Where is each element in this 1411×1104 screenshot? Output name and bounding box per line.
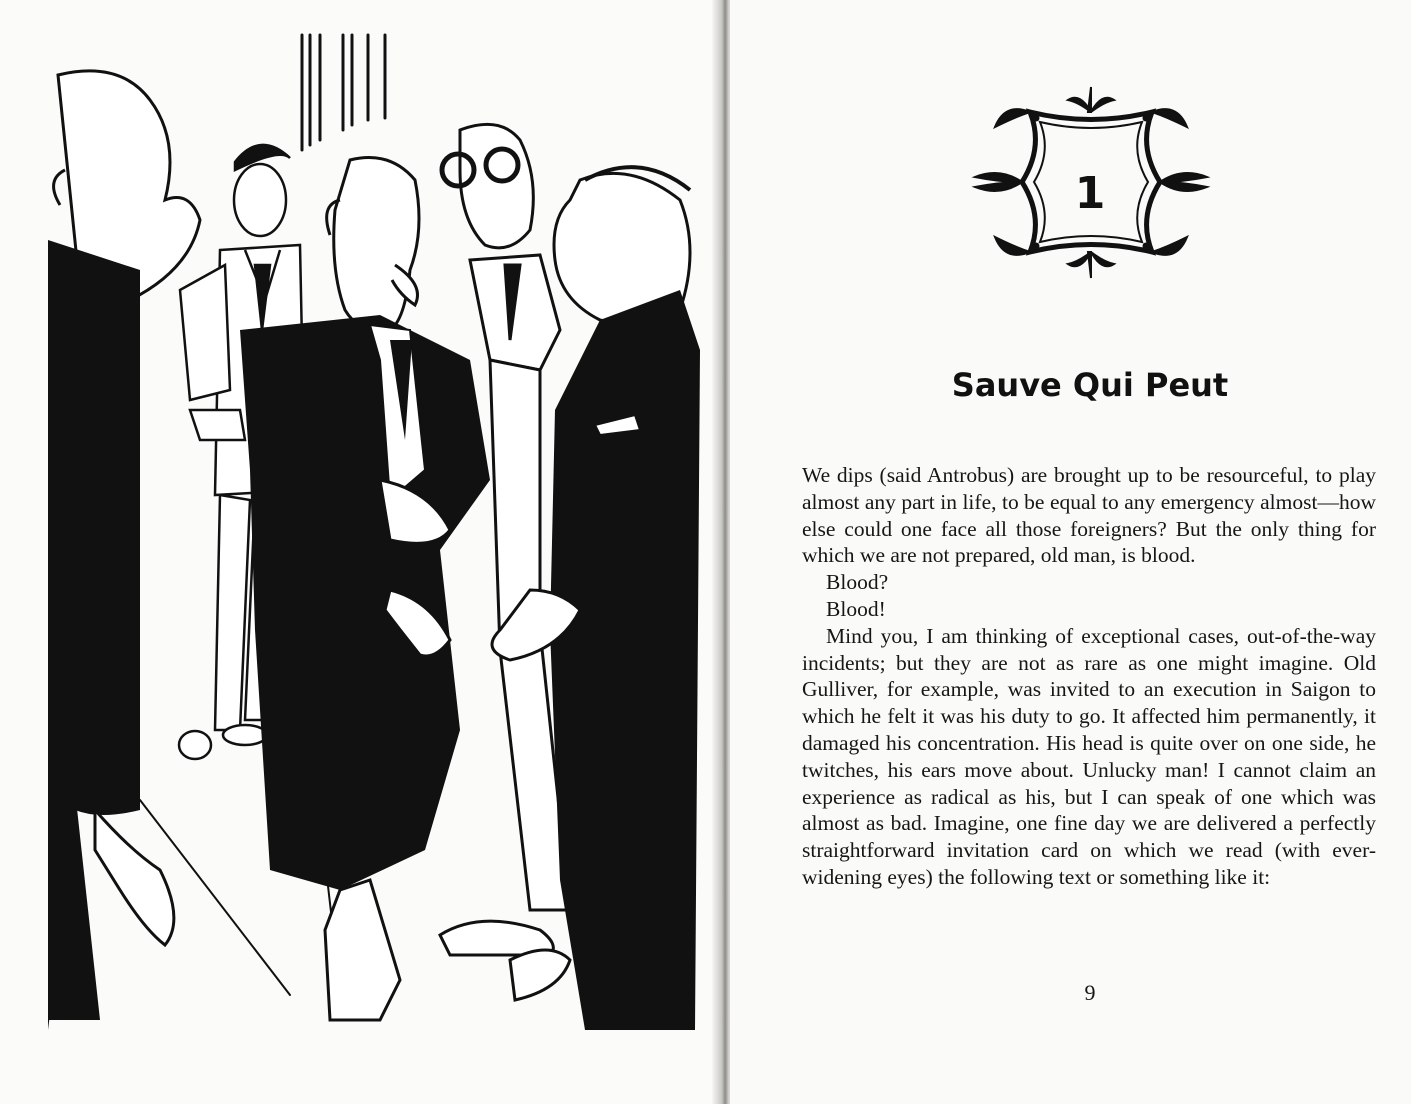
cartoon-illustration — [40, 30, 700, 1030]
paragraph: We dips (said Antrobus) are brought up to be resourceful, to play almost any part in life, to be equal to any emergency almost—how else could one face all those foreigners? But the only thing for which we are not prepared, old man, is blood. — [802, 463, 1376, 568]
paragraph: Blood? — [826, 570, 889, 595]
paragraph: Blood! — [826, 596, 886, 621]
page-number: 9 — [1084, 980, 1096, 1005]
chapter-title: Sauve Qui Peut — [951, 366, 1229, 404]
chapter-number: 1 — [1074, 168, 1106, 219]
paragraph: Mind you, I am thinking of exceptional cases, out-of-the-way incidents; but they are not as rare as one might imagine. Old Gulliver, for example, was invited to an execution in Saigon to which he felt it was his duty to go. It affected him permanently, it damaged his concentration. His head is quite over on one side, he twitches, his ears move about. Unlucky man! I cannot claim an experience as radical as his, but I can speak of one which was almost as bad. Imagine, one fine day we are delivered a perfectly straightforward invitation card on which we read (with ever-widening eyes) the following text or something like it: — [802, 623, 1376, 889]
chapter-body — [802, 462, 1376, 891]
